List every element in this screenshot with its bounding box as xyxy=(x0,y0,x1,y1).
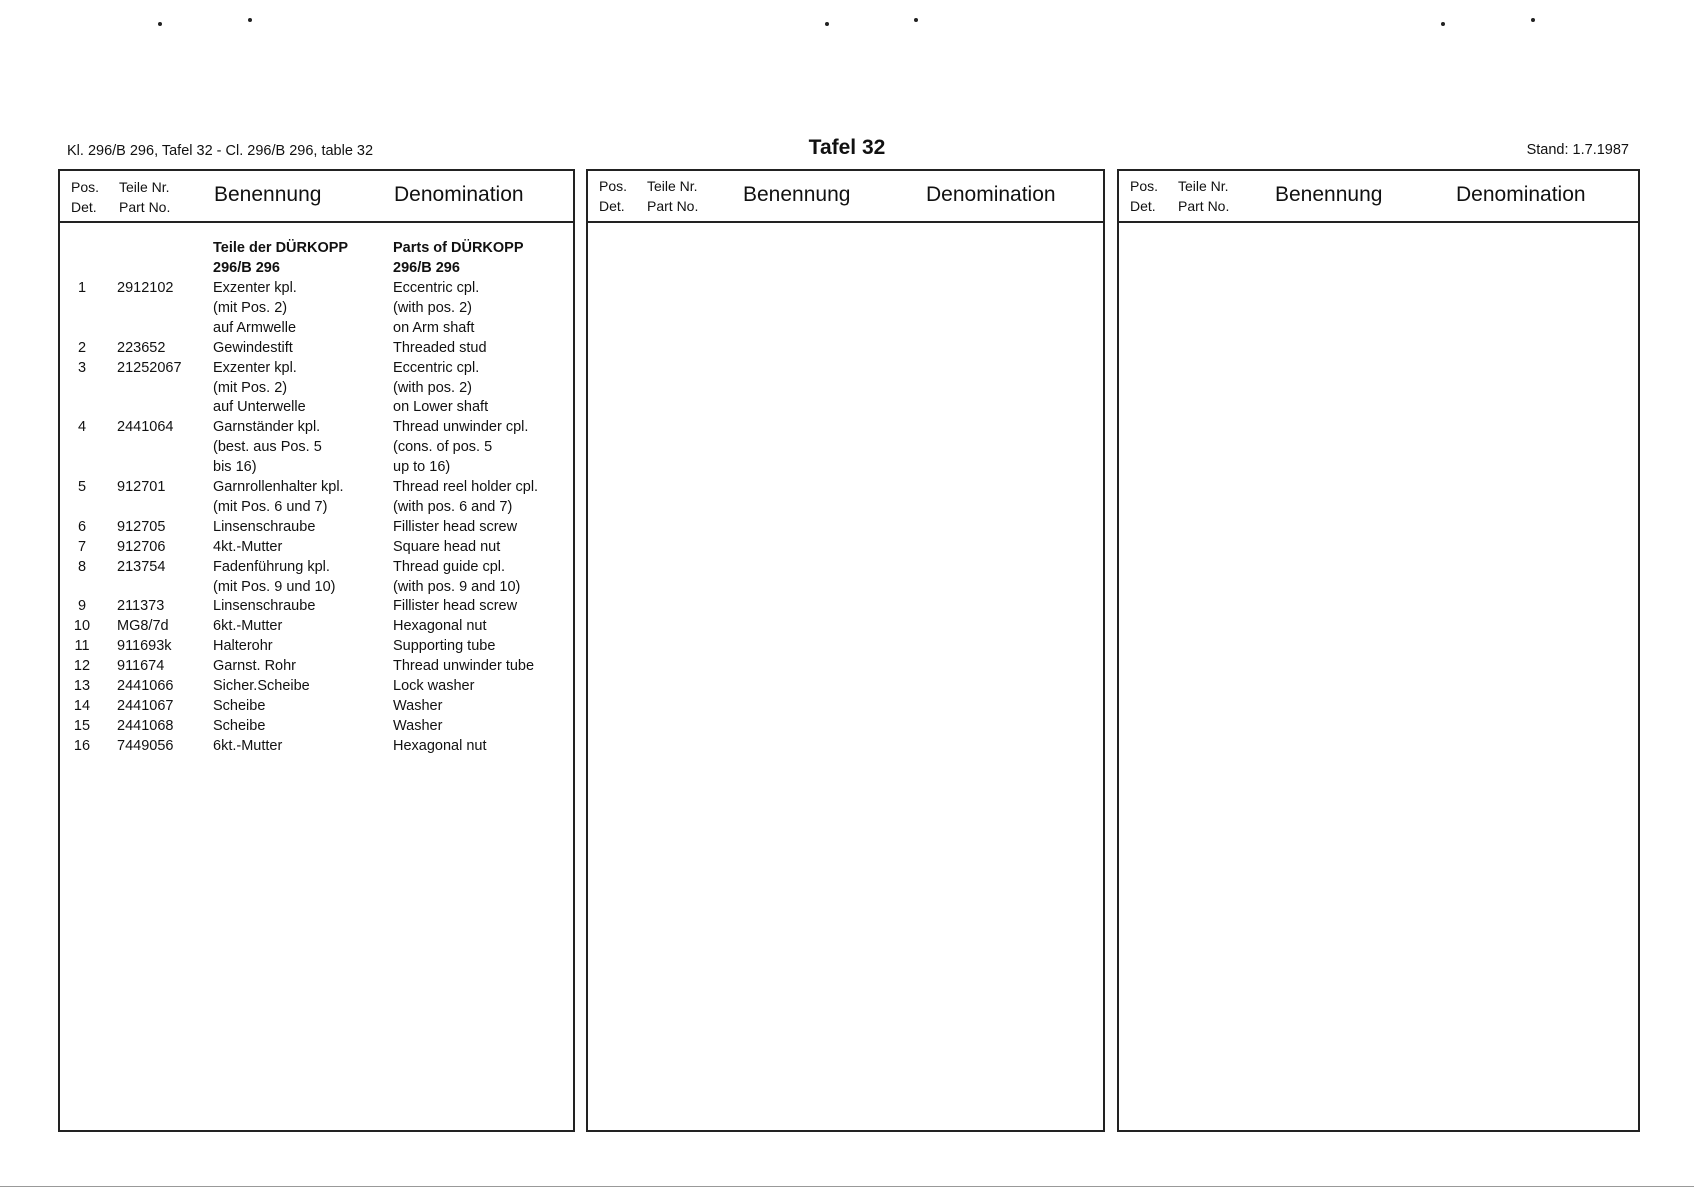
table-row xyxy=(60,499,573,519)
margin-dot xyxy=(158,22,162,26)
english-name-cell: Eccentric cpl. xyxy=(393,359,480,376)
english-name-cell: Thread unwinder tube xyxy=(393,658,535,675)
english-name-cell: Fillister head screw xyxy=(393,598,518,615)
english-name-cell: (with pos. 9 and 10) xyxy=(393,578,521,595)
table-row xyxy=(60,439,573,459)
german-name-header: Benennung xyxy=(743,183,851,206)
english-name-cell: Eccentric cpl. xyxy=(393,280,480,296)
pos-cell: 5 xyxy=(77,479,87,495)
table-row xyxy=(60,698,573,718)
german-name-cell: Gewindestift xyxy=(213,339,293,356)
english-name-cell: Hexagonal nut xyxy=(393,737,487,754)
german-name-cell: Linsenschraube xyxy=(213,598,316,615)
german-name-cell: (mit Pos. 9 und 10) xyxy=(213,578,336,595)
table-row xyxy=(60,280,573,300)
table-row xyxy=(60,300,573,320)
margin-dot xyxy=(914,18,918,22)
english-name-cell: on Arm shaft xyxy=(393,319,475,336)
pos-cell: 10 xyxy=(73,618,91,635)
german-name-cell: (best. aus Pos. 5 xyxy=(213,439,322,456)
pos-cell: 16 xyxy=(73,737,91,754)
pos-cell: 11 xyxy=(74,638,90,655)
table-row xyxy=(60,519,573,539)
part-number-cell: 2441066 xyxy=(117,678,174,694)
pos-cell: 2 xyxy=(77,339,87,356)
english-name-cell: Washer xyxy=(393,717,443,734)
document-reference: Kl. 296/B 296, Tafel 32 - Cl. 296/B 296, table 32 xyxy=(67,143,374,159)
pos-cell: 1 xyxy=(77,280,87,296)
pos-cell: 6 xyxy=(77,518,87,535)
english-name-cell: on Lower shaft xyxy=(393,399,489,416)
pos-cell: 12 xyxy=(73,658,91,675)
part-number-cell: 2912102 xyxy=(117,280,174,296)
german-name-header: Benennung xyxy=(214,183,322,206)
intro-row xyxy=(60,260,573,280)
german-name-cell: Sicher.Scheibe xyxy=(213,678,310,694)
table-row xyxy=(60,479,573,499)
revision-date: Stand: 1.7.1987 xyxy=(1526,142,1629,158)
table-row xyxy=(60,618,573,638)
english-name-header: Denomination xyxy=(394,183,524,206)
page-title: Tafel 32 xyxy=(808,136,886,159)
pos-cell: 14 xyxy=(73,697,91,714)
intro-row xyxy=(60,240,573,260)
table-row xyxy=(60,360,573,380)
intro-english: 296/B 296 xyxy=(393,260,460,276)
table-row xyxy=(60,718,573,738)
english-name-cell: (cons. of pos. 5 xyxy=(393,439,493,456)
table-row xyxy=(60,340,573,360)
parts-panel-1 xyxy=(58,169,575,1132)
table-row xyxy=(60,678,573,698)
table-row xyxy=(60,738,573,758)
table-row xyxy=(60,320,573,340)
german-name-cell: (mit Pos. 2) xyxy=(213,379,288,396)
english-name-cell: (with pos. 2) xyxy=(393,379,472,396)
part-number-cell: 223652 xyxy=(117,339,166,356)
german-name-cell: Scheibe xyxy=(213,697,266,714)
part-number-cell: 912701 xyxy=(117,479,166,495)
part-number-cell: 2441064 xyxy=(117,419,174,436)
part-number-cell: 2441068 xyxy=(117,717,174,734)
pos-cell: 15 xyxy=(73,717,91,734)
table-row xyxy=(60,399,573,419)
parts-panel-3 xyxy=(1117,169,1640,1132)
pos-cell: 13 xyxy=(73,678,91,694)
table-row xyxy=(60,380,573,400)
pos-cell: 7 xyxy=(77,538,87,555)
english-name-cell: Hexagonal nut xyxy=(393,618,487,635)
table-row xyxy=(60,579,573,599)
english-name-cell: Thread unwinder cpl. xyxy=(393,419,529,436)
pos-cell: 3 xyxy=(77,359,87,376)
german-name-cell: Fadenführung kpl. xyxy=(213,558,330,575)
german-name-cell: Garnrollenhalter kpl. xyxy=(213,479,344,495)
part-number-cell: 213754 xyxy=(117,558,166,575)
page-bottom-rule xyxy=(0,1186,1694,1187)
part-number-cell: 211373 xyxy=(117,598,165,615)
table-row xyxy=(60,598,573,618)
english-name-cell: Lock washer xyxy=(393,678,475,694)
intro-german: 296/B 296 xyxy=(213,260,280,276)
part-number-cell: 912705 xyxy=(117,518,166,535)
pos-cell: 4 xyxy=(77,419,87,436)
pos-cell: 9 xyxy=(77,598,87,615)
english-name-header: Denomination xyxy=(1456,183,1586,206)
part-number-cell: 911674 xyxy=(117,658,165,675)
english-name-cell: Thread reel holder cpl. xyxy=(393,479,539,495)
german-name-cell: 6kt.-Mutter xyxy=(213,618,283,635)
intro-german: Teile der DÜRKOPP xyxy=(213,240,349,256)
german-name-cell: Exzenter kpl. xyxy=(213,359,297,376)
german-name-cell: auf Unterwelle xyxy=(213,399,306,416)
part-number-cell: 2441067 xyxy=(117,697,174,714)
english-name-header: Denomination xyxy=(926,183,1056,206)
german-name-cell: (mit Pos. 6 und 7) xyxy=(213,498,328,515)
parts-panel-2 xyxy=(586,169,1105,1132)
english-name-cell: Square head nut xyxy=(393,538,501,555)
intro-english: Parts of DÜRKOPP xyxy=(393,240,524,256)
part-number-cell: MG8/7d xyxy=(117,618,169,635)
german-name-cell: Garnständer kpl. xyxy=(213,419,321,436)
german-name-header: Benennung xyxy=(1275,183,1383,206)
german-name-cell: Garnst. Rohr xyxy=(213,658,296,675)
german-name-cell: bis 16) xyxy=(213,459,257,476)
german-name-cell: Halterohr xyxy=(213,638,273,655)
part-number-cell: 911693k xyxy=(117,638,172,655)
english-name-cell: Thread guide cpl. xyxy=(393,558,506,575)
part-number-header: Teile Nr. Part No. xyxy=(1178,178,1230,214)
table-row xyxy=(60,658,573,678)
part-number-header: Teile Nr. Part No. xyxy=(647,178,699,214)
table-row xyxy=(60,459,573,479)
english-name-cell: (with pos. 6 and 7) xyxy=(393,498,513,515)
english-name-cell: Washer xyxy=(393,697,443,714)
table-row xyxy=(60,638,573,658)
part-number-cell: 21252067 xyxy=(117,359,182,376)
pos-header: Pos. Det. xyxy=(71,179,100,215)
english-name-cell: Threaded stud xyxy=(393,339,487,356)
panel-header xyxy=(60,171,573,223)
german-name-cell: 4kt.-Mutter xyxy=(213,538,283,555)
panel-header xyxy=(588,171,1103,223)
english-name-cell: up to 16) xyxy=(393,459,451,476)
german-name-cell: Linsenschraube xyxy=(213,518,316,535)
margin-dot xyxy=(825,22,829,26)
table-row xyxy=(60,419,573,439)
german-name-cell: auf Armwelle xyxy=(213,319,297,336)
pos-header: Pos. Det. xyxy=(599,178,628,214)
german-name-cell: (mit Pos. 2) xyxy=(213,299,288,316)
english-name-cell: Supporting tube xyxy=(393,638,496,655)
german-name-cell: Exzenter kpl. xyxy=(213,280,297,296)
english-name-cell: Fillister head screw xyxy=(393,518,518,535)
german-name-cell: 6kt.-Mutter xyxy=(213,737,283,754)
table-row xyxy=(60,559,573,579)
table-row xyxy=(60,539,573,559)
part-number-header: Teile Nr. Part No. xyxy=(119,179,171,215)
pos-header: Pos. Det. xyxy=(1130,178,1159,214)
margin-dot xyxy=(1441,22,1445,26)
margin-dot xyxy=(248,18,252,22)
pos-cell: 8 xyxy=(77,558,87,575)
german-name-cell: Scheibe xyxy=(213,717,266,734)
margin-dot xyxy=(1531,18,1535,22)
part-number-cell: 912706 xyxy=(117,538,166,555)
panel-header xyxy=(1119,171,1638,223)
part-number-cell: 7449056 xyxy=(117,737,174,754)
english-name-cell: (with pos. 2) xyxy=(393,299,472,316)
